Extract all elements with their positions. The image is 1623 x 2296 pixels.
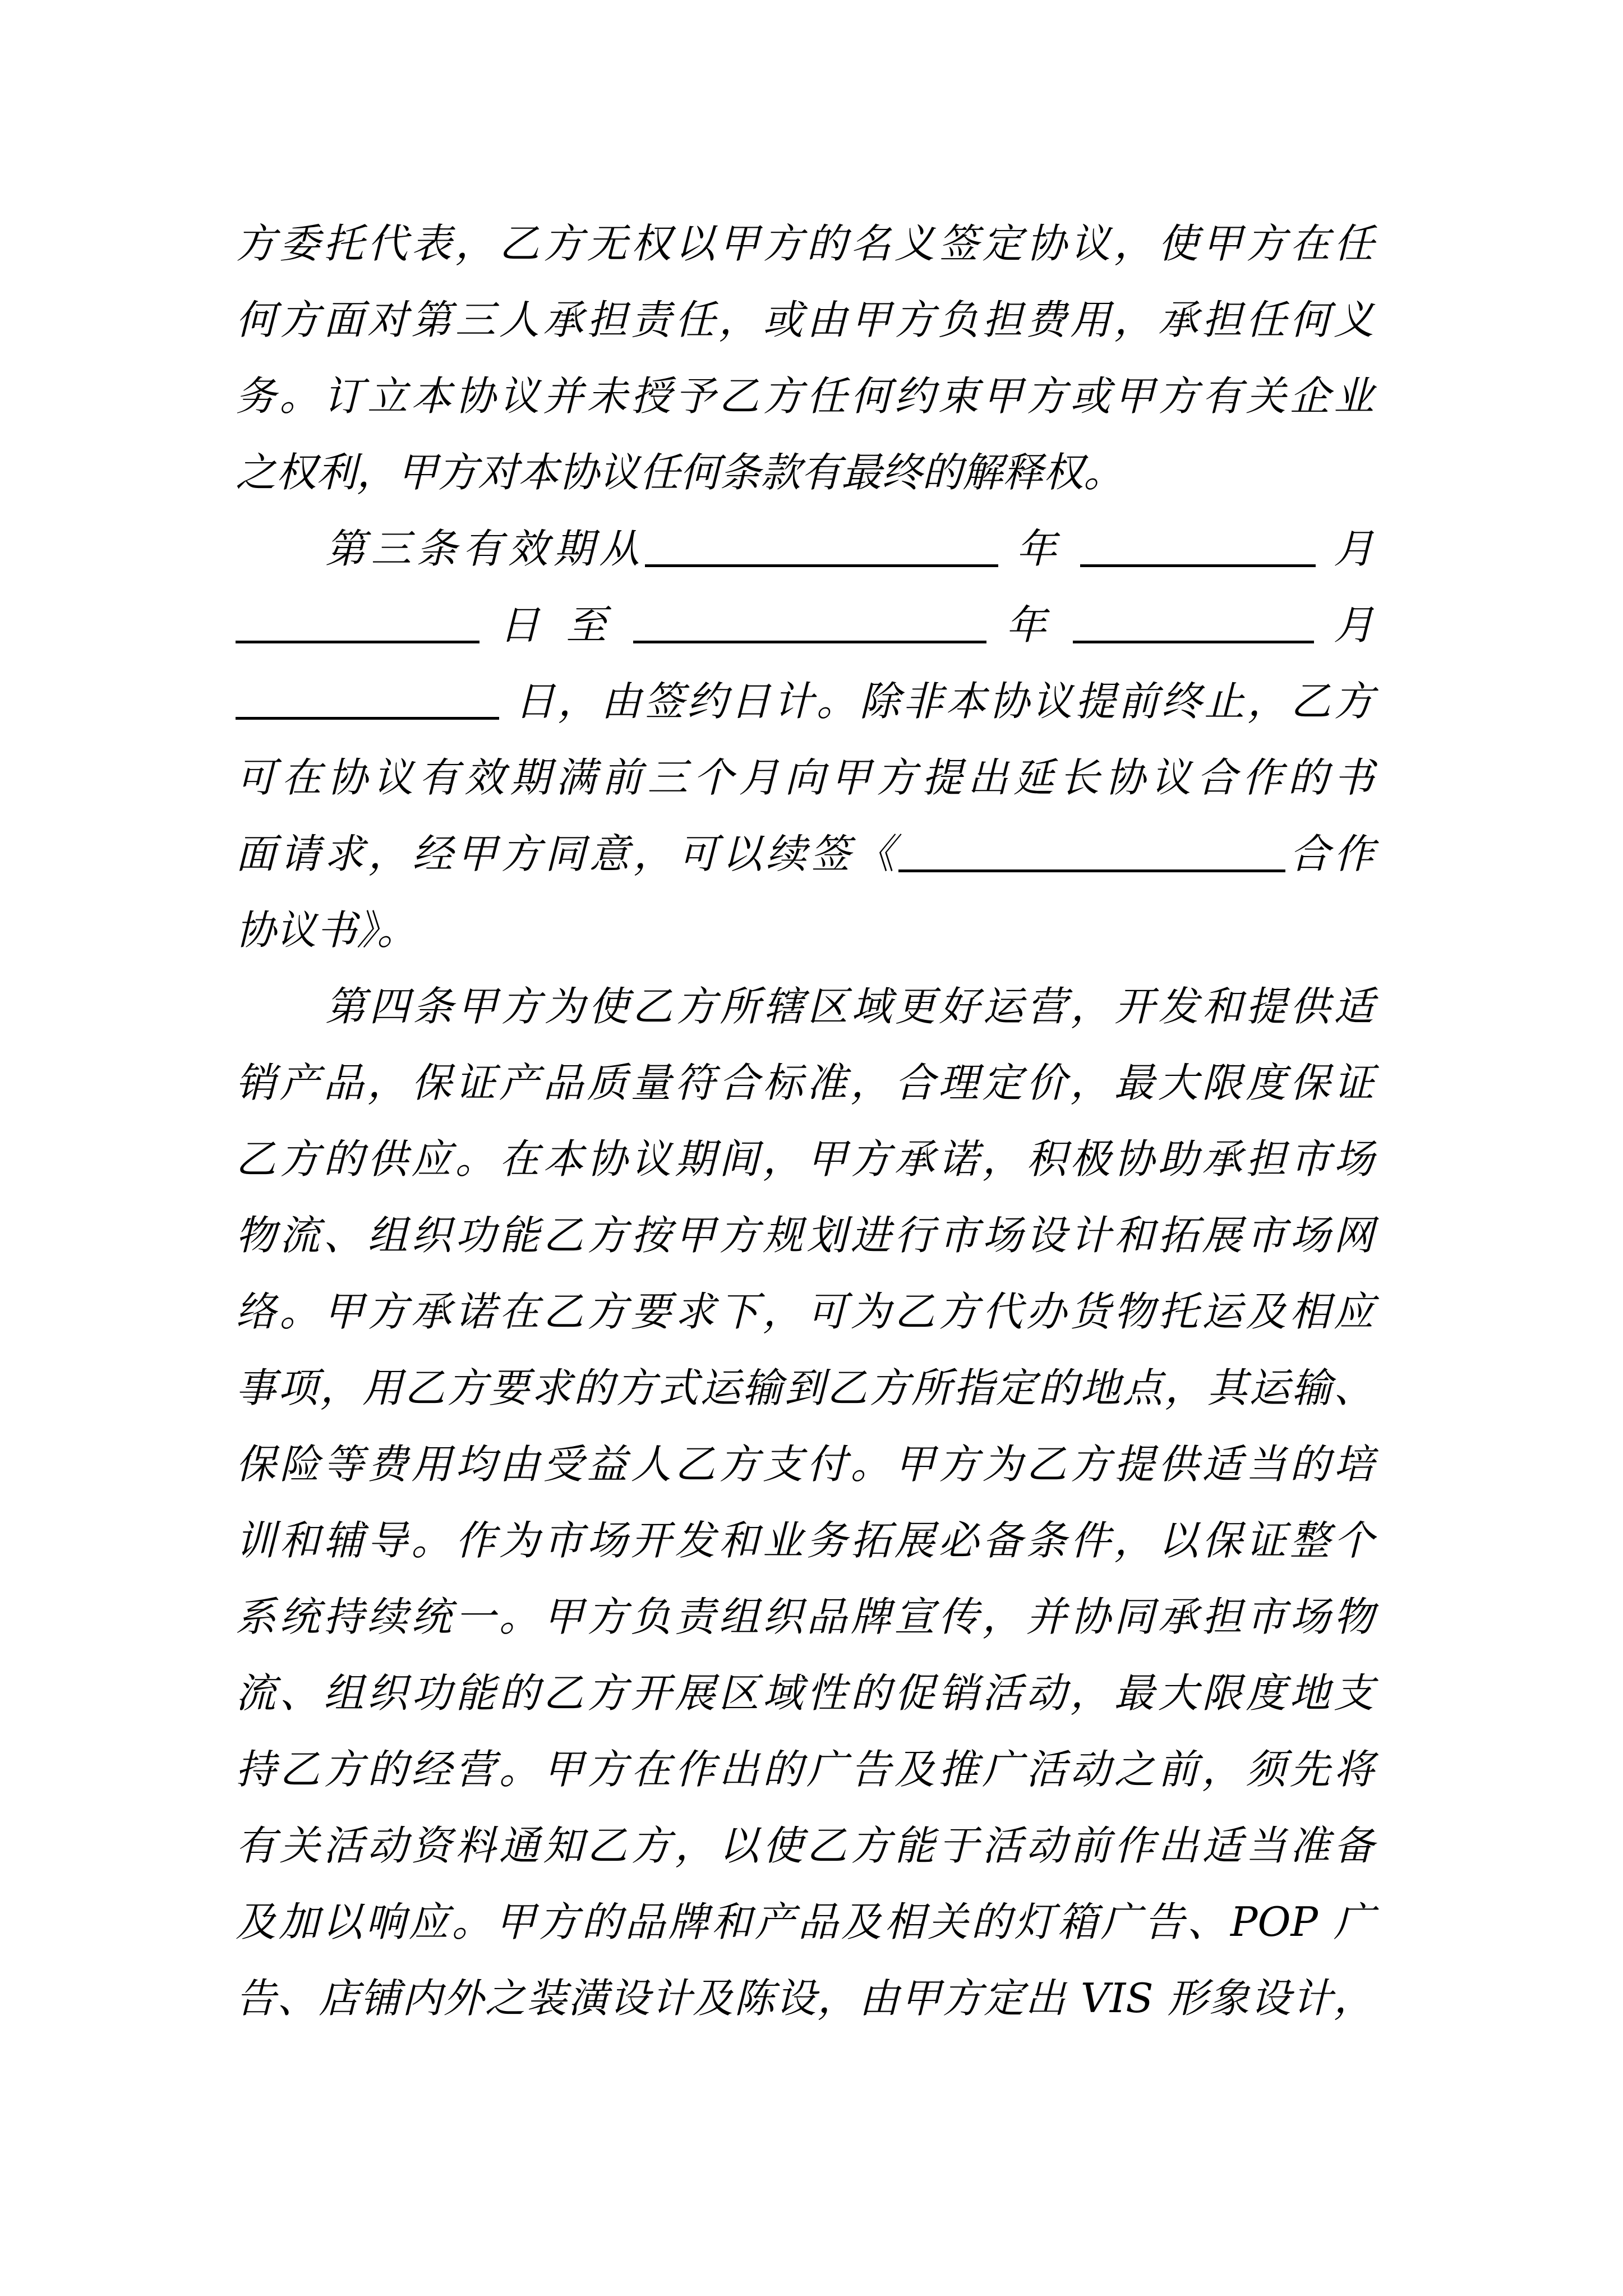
line-text: 日，由签约日计。除非本协议提前终止，乙方 (499, 678, 1374, 725)
document-line (236, 1197, 1374, 1273)
line-text: 训和辅导。作为市场开发和业务拓展必备条件，以保证整个 (236, 1517, 1374, 1564)
document-line (236, 739, 1374, 816)
document-line (236, 1045, 1374, 1121)
line-text: 年 (986, 601, 1073, 648)
blank-underline-field (898, 829, 1285, 872)
line-text: 协议书》。 (236, 907, 418, 954)
line-text: 何方面对第三人承担责任，或由甲方负担费用，承担任何义 (236, 296, 1374, 343)
blank-underline-field (1080, 524, 1316, 567)
line-text: 络。甲方承诺在乙方要求下，可为乙方代办货物托运及相应 (236, 1288, 1374, 1335)
line-text: 方委托代表，乙方无权以甲方的名义签定协议，使甲方在任 (236, 220, 1374, 267)
document-line (236, 282, 1374, 358)
document-line (236, 1502, 1374, 1579)
document-line (236, 1273, 1374, 1350)
line-text: 之权利，甲方对本协议任何条款有最终的解释权。 (236, 449, 1124, 496)
line-text: 销产品，保证产品质量符合标准，合理定价，最大限度保证 (236, 1059, 1374, 1106)
document-line (236, 510, 1374, 587)
document-line (236, 587, 1374, 663)
line-text: 日 至 (479, 601, 633, 648)
document-line (236, 892, 1374, 968)
line-text: 物流、组织功能乙方按甲方规划进行市场设计和拓展市场网 (236, 1212, 1374, 1259)
document-line (236, 663, 1374, 739)
line-text: 系统持续统一。甲方负责组织品牌宣传，并协同承担市场物 (236, 1593, 1374, 1640)
blank-underline-field (236, 600, 479, 643)
document-line (236, 434, 1374, 510)
document-line (236, 205, 1374, 282)
document-line (236, 1350, 1374, 1426)
line-text: 务。订立本协议并未授予乙方任何约束甲方或甲方有关企业 (236, 372, 1374, 420)
line-text: 持乙方的经营。甲方在作出的广告及推广活动之前，须先将 (236, 1746, 1374, 1793)
line-text: 流、组织功能的乙方开展区域性的促销活动，最大限度地支 (236, 1669, 1374, 1717)
line-text: 告、店铺内外之装潢设计及陈设，由甲方定出 VIS 形象设计， (236, 1975, 1374, 2022)
line-text: 乙方的供应。在本协议期间，甲方承诺，积极协助承担市场 (236, 1135, 1374, 1182)
document-text-block (236, 205, 1374, 2036)
document-line (236, 358, 1374, 434)
blank-underline-field (633, 600, 986, 643)
document-line (236, 1884, 1374, 1960)
document-line (236, 1960, 1374, 2036)
line-text: 有关活动资料通知乙方，以使乙方能于活动前作出适当准备 (236, 1822, 1374, 1869)
line-text: 年 (998, 525, 1080, 572)
line-text: 第三条有效期从 (325, 525, 645, 572)
document-line (236, 1121, 1374, 1197)
line-text: 月 (1313, 601, 1374, 648)
line-text: 保险等费用均由受益人乙方支付。甲方为乙方提供适当的培 (236, 1441, 1374, 1488)
line-text: 第四条甲方为使乙方所辖区域更好运营，开发和提供适 (325, 983, 1374, 1030)
line-text: 事项，用乙方要求的方式运输到乙方所指定的地点，其运输、 (236, 1364, 1374, 1411)
document-line (236, 816, 1374, 892)
line-text: 合作 (1285, 830, 1374, 877)
document-line (236, 968, 1374, 1045)
blank-underline-field (236, 677, 499, 720)
document-line (236, 1731, 1374, 1807)
blank-underline-field (1073, 600, 1314, 643)
line-text: 月 (1315, 525, 1374, 572)
line-text: 可在协议有效期满前三个月向甲方提出延长协议合作的书 (236, 754, 1374, 801)
document-line (236, 1655, 1374, 1731)
blank-underline-field (645, 524, 998, 567)
document-line (236, 1426, 1374, 1502)
line-text: 及加以响应。甲方的品牌和产品及相关的灯箱广告、POP 广 (236, 1898, 1374, 1945)
document-line (236, 1807, 1374, 1884)
document-line (236, 1579, 1374, 1655)
line-text: 面请求，经甲方同意，可以续签《 (236, 830, 899, 877)
